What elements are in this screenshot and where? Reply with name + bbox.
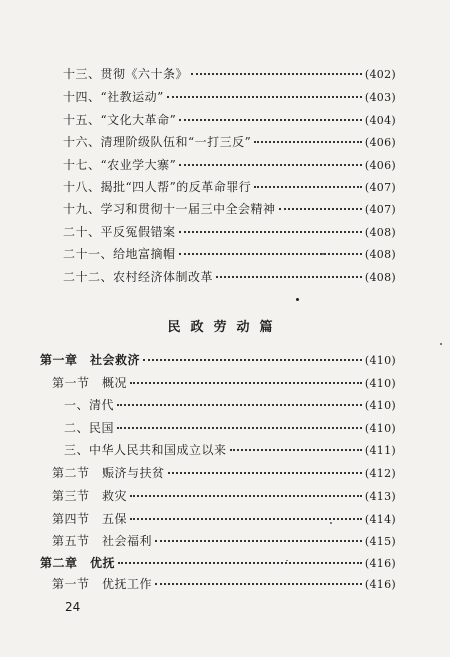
toc-entry-label: 第一节 概况 [52,376,128,390]
toc-entry-page: (404) [364,114,396,127]
toc-entry-label: 十四、“社教运动” [63,90,164,104]
toc-entry-page: (416) [364,557,396,570]
toc-entry-page: (408) [364,248,396,261]
toc-section-entry [52,465,396,482]
toc-entry-page: (410) [364,377,396,390]
toc-entry [63,89,396,106]
toc-entry-label: 第二章 优抚 [40,556,116,570]
toc-section-entry [52,576,396,593]
toc-entry-label: 第一章 社会救济 [40,353,141,367]
dot-leader [230,449,362,451]
toc-entry-page: (411) [364,444,396,457]
toc-entry-label: 十八、揭批“四人帮”的反革命罪行 [63,180,252,194]
dot-leader [216,276,362,278]
dot-leader [279,208,362,210]
toc-entry-page: (416) [364,578,396,591]
toc-entry-page: (410) [364,399,396,412]
toc-entry-label: 第一节 优抚工作 [52,577,153,591]
toc-entry-label: 第五节 社会福利 [52,534,153,548]
dot-leader [179,119,362,121]
toc-entry-label: 一、清代 [64,398,115,412]
toc-entry-page: (415) [364,535,396,548]
dot-leader [143,359,362,361]
dot-leader [168,472,362,474]
toc-chapter-entry [40,555,396,572]
toc-subsection-entry [64,442,396,459]
section-title: 民政劳动篇 [167,320,283,335]
toc-entry [63,246,396,263]
toc-entry [63,134,396,151]
toc-entry-label: 十三、贯彻《六十条》 [63,67,189,81]
toc-section-entry [52,488,396,505]
toc-subsection-entry [64,420,396,437]
toc-section-entry [52,375,396,392]
toc-entry [63,269,396,286]
dot-leader [179,253,362,255]
toc-entry [63,224,396,241]
dot-leader [155,540,362,542]
dot-leader [179,164,362,166]
toc-entry-page: (408) [364,226,396,239]
toc-chapter-entry [40,352,396,369]
toc-entry [63,179,396,196]
dot-leader [117,404,362,406]
toc-entry-label: 二十、平反冤假错案 [63,225,176,239]
toc-entry [63,112,396,129]
toc-entry-label: 十七、“农业学大寨” [63,158,177,172]
toc-section-entry [52,511,396,528]
toc-section-entry [52,533,396,550]
toc-entry-label: 十五、“文化大革命” [63,113,177,127]
toc-entry-page: (403) [364,91,396,104]
dot-leader [130,518,362,520]
dot-leader [118,562,362,564]
toc-entry [63,201,396,218]
toc-entry-label: 三、中华人民共和国成立以来 [64,443,227,457]
toc-entry-page: (408) [364,271,396,284]
toc-entry-page: (407) [364,203,396,216]
dot-leader [254,186,362,188]
scan-speck [286,560,288,561]
toc-entry-page: (412) [364,467,396,480]
toc-entry-page: (413) [364,490,396,503]
toc-entry-page: (407) [364,181,396,194]
toc-entry-label: 二、民国 [64,421,115,435]
toc-entry-label: 第三节 救灾 [52,489,128,503]
dot-leader [117,427,362,429]
scan-speck [322,253,324,255]
scan-speck [440,343,442,345]
dot-leader [179,231,362,233]
dot-leader [130,382,362,384]
toc-entry-label: 十六、清理阶级队伍和“一打三反” [63,135,252,149]
toc-entry-label: 二十一、给地富摘帽 [63,247,176,261]
toc-entry-label: 第二节 赈济与扶贫 [52,466,165,480]
scan-speck [330,522,332,524]
toc-entry-label: 第四节 五保 [52,512,128,526]
dot-leader [191,73,362,75]
toc-entry-page: (406) [364,136,396,149]
toc-subsection-entry [64,397,396,414]
toc-entry-label: 十九、学习和贯彻十一届三中全会精神 [63,202,276,216]
toc-entry-page: (410) [364,422,396,435]
toc-entry-label: 二十二、农村经济体制改革 [63,270,214,284]
toc-entry-page: (402) [364,68,396,81]
toc-entry-page: (410) [364,354,396,367]
dot-leader [130,495,362,497]
printed-dot [296,298,299,301]
toc-entry-page: (414) [364,513,396,526]
toc-entry [63,66,396,83]
toc-entry-page: (406) [364,159,396,172]
dot-leader [254,141,362,143]
toc-entry [63,157,396,174]
dot-leader [155,583,362,585]
dot-leader [167,96,362,98]
page-number: 24 [65,600,81,614]
